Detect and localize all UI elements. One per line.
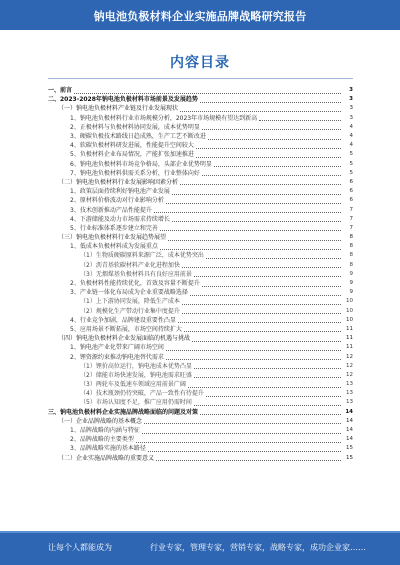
- toc-page-number: 5: [349, 151, 353, 158]
- toc-entry[interactable]: [48, 380, 353, 389]
- toc-page-number: 9: [349, 270, 353, 277]
- toc-entry[interactable]: [48, 104, 353, 113]
- toc-entry-text: （1）生物质硬碳原料来源广泛，成本优势突出: [80, 252, 204, 260]
- toc-entry[interactable]: [48, 426, 353, 435]
- toc-leader-dots: [180, 179, 341, 185]
- toc-entry-text: 2、品牌战略的主要类型: [70, 436, 134, 444]
- toc-leader-dots: [200, 97, 341, 103]
- page-footer: [0, 531, 400, 565]
- toc-entry[interactable]: [48, 215, 353, 224]
- report-title: 钠电池负极材料企业实施品牌战略研究报告: [93, 10, 307, 23]
- toc-entry-text: （2）规模化生产带动行业集中度提升: [80, 307, 180, 315]
- toc-leader-dots: [202, 124, 341, 130]
- toc-page-number: 7: [349, 215, 353, 222]
- toc-page-number: 8: [349, 243, 353, 250]
- toc-entry[interactable]: [48, 114, 353, 123]
- toc-entry-text: 4、软碳负极材料研发进展，性能提升空间较大: [70, 142, 194, 150]
- toc-entry[interactable]: [48, 242, 353, 251]
- toc-entry-text: （2）储能市场快速发展，钠电池需求旺盛: [80, 371, 192, 379]
- toc-leader-dots: [196, 152, 341, 158]
- toc-page-number: 7: [349, 206, 353, 213]
- toc-entry-text: （3）无烟煤基负极材料具有良好应用前景: [80, 270, 192, 278]
- toc-entry-text: 3、产业链一体化布局成为企业重要战略选择: [70, 289, 188, 297]
- toc-entry[interactable]: [48, 389, 353, 398]
- toc-entry[interactable]: [48, 160, 353, 169]
- toc-leader-dots: [259, 115, 341, 121]
- toc-entry[interactable]: [48, 297, 353, 306]
- toc-leader-dots: [184, 326, 341, 332]
- toc-leader-dots: [156, 455, 341, 461]
- toc-leader-dots: [202, 281, 341, 287]
- toc-leader-dots: [160, 225, 341, 231]
- toc-entry-text: （1）锂价高位运行，钠电池成本优势凸显: [80, 362, 192, 370]
- toc-entry-text: 4、下游储能及动力市场需求持续增长: [70, 215, 170, 223]
- toc-leader-dots: [154, 207, 341, 213]
- toc-page-number: 4: [349, 142, 353, 149]
- toc-page-number: 12: [346, 371, 353, 378]
- footer-slogan-right: 行业专家，管理专家，营销专家，战略专家，成功企业家……: [150, 543, 366, 552]
- footer-slogan-left: 让每个人都能成为: [48, 543, 112, 552]
- toc-divider: [48, 78, 353, 79]
- toc-entry-text: （二）钠电池负极材料行业发展影响因素分析: [58, 178, 179, 186]
- toc-leader-dots: [74, 88, 341, 94]
- toc-entry[interactable]: [48, 123, 353, 132]
- toc-entry[interactable]: [48, 270, 353, 279]
- toc-entry-text: 3、品牌战略实施的基本路径: [70, 445, 146, 453]
- toc-entry-text: （二）企业实施品牌战略的重要意义: [58, 454, 155, 462]
- toc-entry-text: 2、正极材料与负极材料协同发展，成本优势明显: [70, 123, 200, 131]
- toc-entry[interactable]: [48, 343, 353, 352]
- toc-leader-dots: [202, 170, 341, 176]
- toc-leader-dots: [208, 134, 341, 140]
- toc-heading: 内容目录: [170, 55, 230, 71]
- table-of-contents: [48, 86, 353, 463]
- toc-leader-dots: [166, 354, 341, 360]
- toc-page-number: 11: [346, 335, 353, 342]
- toc-page-number: 15: [346, 445, 353, 452]
- toc-page-number: 6: [349, 197, 353, 204]
- toc-page-number: 6: [349, 178, 353, 185]
- toc-entry-text: （3）两轮车及低速车领域应用前景广阔: [80, 381, 186, 389]
- toc-entry[interactable]: [48, 288, 353, 297]
- toc-entry-text: （1）上下游协同发展，降低生产成本: [80, 298, 180, 306]
- toc-leader-dots: [190, 290, 341, 296]
- toc-entry[interactable]: [48, 307, 353, 316]
- toc-entry[interactable]: [48, 132, 353, 141]
- toc-leader-dots: [182, 299, 341, 305]
- toc-entry[interactable]: [48, 417, 353, 426]
- toc-entry[interactable]: [48, 251, 353, 260]
- toc-leader-dots: [136, 437, 341, 443]
- toc-page-number: 4: [349, 123, 353, 130]
- toc-entry-text: 1、政策层面持续利好钠电池产业发展: [70, 188, 170, 196]
- toc-entry[interactable]: [48, 454, 353, 463]
- toc-leader-dots: [160, 244, 341, 250]
- toc-entry[interactable]: [48, 169, 353, 178]
- toc-entry[interactable]: [48, 398, 353, 407]
- toc-entry-text: （5）市场认知度不足，推广应用仍需时间: [80, 399, 192, 407]
- toc-leader-dots: [166, 345, 341, 351]
- toc-entry[interactable]: [48, 371, 353, 380]
- toc-page-number: 14: [346, 417, 353, 424]
- toc-page-number: 13: [346, 399, 353, 406]
- toc-entry[interactable]: [48, 95, 353, 104]
- toc-entry[interactable]: [48, 435, 353, 444]
- report-header: [0, 0, 400, 30]
- toc-page-number: 6: [349, 188, 353, 195]
- toc-leader-dots: [196, 143, 341, 149]
- toc-page-number: 3: [349, 114, 353, 121]
- toc-entry[interactable]: [48, 408, 353, 417]
- toc-entry[interactable]: [48, 178, 353, 187]
- toc-leader-dots: [180, 106, 341, 112]
- toc-page-number: 10: [346, 307, 353, 314]
- toc-page-number: 8: [349, 261, 353, 268]
- toc-page-number: 4: [349, 133, 353, 140]
- toc-page-number: 10: [346, 298, 353, 305]
- toc-page-number: 12: [346, 353, 353, 360]
- toc-leader-dots: [172, 216, 341, 222]
- toc-leader-dots: [214, 161, 341, 167]
- toc-page-number: 5: [349, 169, 353, 176]
- toc-page-number: 3: [349, 96, 353, 103]
- toc-entry[interactable]: [48, 205, 353, 214]
- toc-entry-text: 6、钠电池负极材料市场竞争格局，头部企业优势明显: [70, 160, 212, 168]
- toc-leader-dots: [206, 391, 341, 397]
- toc-entry-text: （四）钠电池负极材料企业发展面临的机遇与挑战: [58, 335, 191, 343]
- toc-entry-text: （一）企业品牌战略的基本概念: [58, 417, 143, 425]
- toc-entry-text: 1、钠电池产业化带来广阔市场空间: [70, 344, 164, 352]
- toc-leader-dots: [172, 189, 341, 195]
- toc-entry-text: 7、钠电池负极材料供需关系分析，行业整体向好: [70, 169, 200, 177]
- toc-page-number: 5: [349, 160, 353, 167]
- toc-page-number: 9: [349, 280, 353, 287]
- toc-leader-dots: [194, 400, 341, 406]
- toc-leader-dots: [206, 253, 341, 259]
- toc-entry-text: （4）技术瓶颈仍待突破，产品一致性有待提升: [80, 390, 204, 398]
- toc-page-number: 12: [346, 362, 353, 369]
- toc-entry-text: 1、低成本负极材料成为发展重点: [70, 243, 158, 251]
- toc-entry[interactable]: [48, 86, 353, 95]
- toc-leader-dots: [194, 372, 341, 378]
- toc-entry[interactable]: [48, 187, 353, 196]
- toc-entry[interactable]: [48, 141, 353, 150]
- toc-entry[interactable]: [48, 233, 353, 242]
- toc-entry-text: （三）钠电池负极材料行业发展趋势展望: [58, 234, 167, 242]
- toc-entry-text: （2）沥青基软碳材料产业化进程加快: [80, 261, 180, 269]
- toc-entry[interactable]: [48, 279, 353, 288]
- toc-entry-text: 4、行业竞争加剧，品牌建设重要性凸显: [70, 316, 176, 324]
- toc-entry-text: 5、行业标准体系逐步建立和完善: [70, 224, 158, 232]
- toc-leader-dots: [192, 336, 341, 342]
- toc-entry[interactable]: [48, 224, 353, 233]
- toc-entry[interactable]: [48, 334, 353, 343]
- toc-leader-dots: [188, 382, 341, 388]
- toc-entry[interactable]: [48, 444, 353, 453]
- toc-leader-dots: [144, 418, 341, 424]
- toc-entry-text: 1、品牌战略的内涵与特征: [70, 427, 140, 435]
- toc-page-number: 3: [349, 105, 353, 112]
- toc-entry-text: 二、2023-2028年钠电池负极材料市场前景及发展趋势: [48, 96, 198, 104]
- toc-entry-text: （一）钠电池负极材料产业链及行业发展现状: [58, 105, 179, 113]
- toc-entry-text: 2、锂资源约束推动钠电池替代需求: [70, 353, 164, 361]
- toc-page-number: 8: [349, 234, 353, 241]
- toc-entry[interactable]: [48, 352, 353, 361]
- toc-leader-dots: [194, 271, 341, 277]
- toc-leader-dots: [168, 235, 341, 241]
- toc-entry[interactable]: [48, 150, 353, 159]
- toc-leader-dots: [200, 409, 341, 415]
- toc-entry[interactable]: [48, 325, 353, 334]
- toc-page-number: 14: [345, 408, 353, 415]
- toc-page-number: 13: [346, 381, 353, 388]
- toc-page-number: 15: [346, 454, 353, 461]
- toc-page-number: 11: [346, 344, 353, 351]
- toc-page-number: 10: [346, 316, 353, 323]
- toc-entry-text: 2、原材料价格波动对行业影响分析: [70, 197, 164, 205]
- toc-leader-dots: [182, 308, 341, 314]
- toc-leader-dots: [194, 363, 341, 369]
- toc-leader-dots: [142, 428, 341, 434]
- toc-entry[interactable]: [48, 362, 353, 371]
- toc-page-number: 8: [349, 252, 353, 259]
- toc-page-number: 11: [346, 325, 353, 332]
- toc-entry[interactable]: [48, 196, 353, 205]
- toc-page-number: 7: [349, 224, 353, 231]
- toc-entry-text: 3、技术创新推动产品性能提升: [70, 206, 152, 214]
- toc-entry-text: 3、硬碳负极技术路线日趋成熟，生产工艺不断改进: [70, 133, 206, 141]
- toc-entry-text: 5、负极材料企业布局情况，产能扩张加速推进: [70, 151, 194, 159]
- toc-leader-dots: [148, 446, 341, 452]
- toc-entry[interactable]: [48, 261, 353, 270]
- toc-leader-dots: [182, 262, 341, 268]
- toc-entry-text: 1、钠电池负极材料行业市场规模分析，2023年市场规模有望达到新高: [70, 114, 258, 122]
- toc-page-number: 3: [349, 87, 353, 94]
- toc-page-number: 14: [346, 436, 353, 443]
- toc-entry-text: 5、应用场景不断拓展，市场空间持续扩大: [70, 325, 182, 333]
- toc-leader-dots: [166, 198, 341, 204]
- toc-page-number: 14: [346, 427, 353, 434]
- toc-entry[interactable]: [48, 316, 353, 325]
- toc-leader-dots: [178, 317, 341, 323]
- toc-entry-text: 三、钠电池负极材料企业实施品牌战略面临的问题及对策: [48, 408, 199, 416]
- toc-entry-text: 一、前言: [48, 87, 73, 95]
- toc-page-number: 13: [346, 390, 353, 397]
- footer-accent-bar: [0, 531, 400, 533]
- toc-entry-text: 2、负极材料性能持续优化，首效及容量不断提升: [70, 280, 200, 288]
- toc-page-number: 9: [349, 289, 353, 296]
